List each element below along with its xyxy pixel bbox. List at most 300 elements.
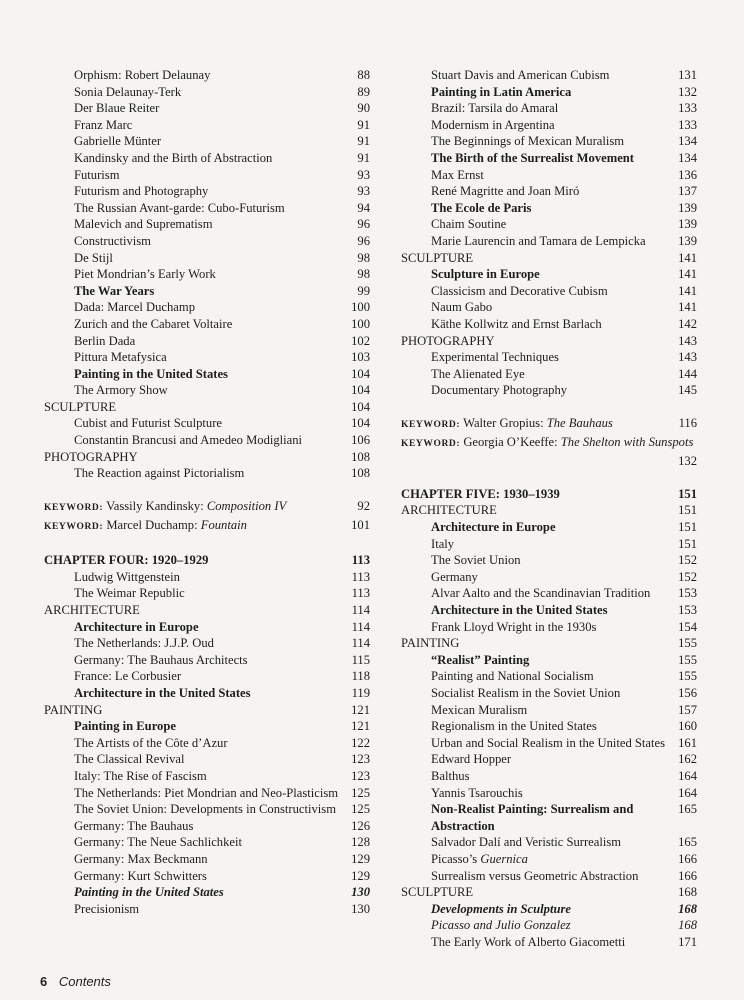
- entry-title: [401, 486, 670, 503]
- entry-page: 125: [351, 785, 370, 800]
- entry-title-text: Sculpture in Europe: [431, 267, 540, 282]
- entry-title-text: CHAPTER FIVE: 1930–1939: [401, 486, 560, 501]
- entry-title: [401, 266, 670, 283]
- entry-page: 139: [678, 217, 697, 232]
- toc-entry: [44, 432, 370, 449]
- toc-entry: [44, 652, 370, 669]
- entry-title: [401, 884, 670, 901]
- entry-title: [401, 785, 670, 802]
- entry-title-text: The War Years: [74, 283, 155, 298]
- entry-page: 157: [678, 702, 697, 717]
- entry-page: 104: [351, 399, 370, 414]
- toc-entry: [44, 283, 370, 300]
- entry-title: [44, 619, 344, 636]
- entry-title: [44, 415, 343, 432]
- entry-title: [401, 801, 670, 834]
- entry-page: 115: [351, 652, 370, 667]
- entry-page: 98: [357, 267, 370, 282]
- entry-title: [44, 382, 343, 399]
- entry-page: 165: [678, 802, 697, 817]
- entry-page: 166: [678, 851, 697, 866]
- toc-entry: [401, 901, 697, 918]
- entry-title: [44, 84, 349, 101]
- entry-title-text: The Russian Avant-garde: Cubo-Futurism: [74, 200, 285, 215]
- entry-page: 141: [678, 250, 697, 265]
- entry-title-text: Kandinsky and the Birth of Abstraction: [74, 150, 273, 165]
- entry-page: 151: [678, 503, 697, 518]
- entry-title: [401, 668, 670, 685]
- entry-title: [44, 702, 343, 719]
- entry-title: [44, 333, 343, 350]
- entry-page: 131: [678, 68, 697, 82]
- entry-page: 130: [351, 885, 370, 900]
- entry-page: 103: [351, 350, 370, 365]
- chapter-heading: [401, 486, 697, 503]
- entry-title: [44, 785, 343, 802]
- keyword-work: The Bauhaus: [546, 416, 613, 431]
- entry-title-text: The Artists of the Côte d’Azur: [74, 735, 228, 750]
- entry-title: [401, 552, 670, 569]
- entry-title: [401, 366, 670, 383]
- toc-entry: [401, 299, 697, 316]
- entry-page: 153: [678, 603, 697, 617]
- entry-title-text: The Netherlands: Piet Mondrian and Neo-Plasticism: [74, 785, 339, 800]
- entry-page: 94: [357, 200, 370, 215]
- entry-title-text: CHAPTER FOUR: 1920–1929: [44, 553, 209, 568]
- entry-page: 139: [678, 200, 697, 215]
- toc-entry: [401, 150, 697, 167]
- entry-page: 122: [351, 735, 370, 750]
- keyword-label: KEYWORD:: [401, 439, 461, 450]
- entry-page: 152: [678, 569, 697, 584]
- toc-entry: [44, 183, 370, 200]
- keyword-label: KEYWORD:: [44, 503, 104, 514]
- toc-entry: [401, 702, 697, 719]
- entry-title: [44, 735, 343, 752]
- entry-title: [44, 465, 343, 482]
- entry-page: 144: [678, 366, 697, 381]
- entry-title-text: Picasso and Julio Gonzalez: [431, 918, 571, 933]
- toc-entry: [44, 100, 370, 117]
- entry-title: [44, 366, 343, 383]
- entry-title: [44, 233, 349, 250]
- keyword-work: Composition IV: [206, 499, 287, 514]
- toc-entry: [401, 536, 697, 553]
- entry-page: 133: [678, 117, 697, 132]
- spacer: [401, 399, 697, 416]
- entry-title: [401, 133, 670, 150]
- entry-title-text: PHOTOGRAPHY: [401, 333, 495, 348]
- entry-title-text: Germany: [431, 569, 478, 584]
- entry-title: [401, 250, 670, 267]
- keyword-title: [44, 498, 286, 517]
- entry-title: [401, 233, 670, 250]
- entry-title-text: The Classical Revival: [74, 752, 185, 767]
- entry-title: [44, 266, 349, 283]
- toc-entry: [44, 668, 370, 685]
- entry-title: [401, 349, 670, 366]
- entry-page: 88: [357, 68, 370, 82]
- entry-title: [44, 834, 343, 851]
- entry-title: [44, 67, 349, 84]
- toc-entry: [44, 735, 370, 752]
- entry-title-text: Balthus: [431, 768, 470, 783]
- entry-title-text: Italy: [431, 536, 455, 551]
- entry-title: [44, 100, 349, 117]
- entry-title: [44, 552, 344, 569]
- entry-title: [44, 569, 344, 586]
- entry-title: [401, 299, 670, 316]
- entry-title-text: Architecture in the United States: [431, 603, 608, 617]
- entry-title-text: Germany: The Bauhaus: [74, 818, 194, 833]
- toc-entry: [401, 167, 697, 184]
- entry-page: 93: [357, 184, 370, 199]
- entry-title-text: Dada: Marcel Duchamp: [74, 300, 195, 315]
- entry-page: 154: [678, 619, 697, 634]
- section-heading: [401, 250, 697, 267]
- entry-title-text: Futurism and Photography: [74, 184, 209, 199]
- entry-page: 93: [357, 167, 370, 182]
- entry-page: 156: [678, 685, 697, 700]
- toc-entry: [44, 569, 370, 586]
- toc-entry: [401, 602, 697, 619]
- entry-title: [44, 652, 344, 669]
- entry-title: [401, 333, 670, 350]
- toc-entry: [401, 834, 697, 851]
- page-footer: [40, 974, 111, 989]
- entry-title: [44, 299, 343, 316]
- entry-title: [401, 702, 670, 719]
- entry-title: [44, 316, 343, 333]
- entry-title: [401, 934, 670, 951]
- entry-title-text: The Birth of the Surrealist Movement: [431, 150, 634, 165]
- entry-title: [44, 901, 343, 918]
- entry-title-text: Urban and Social Realism in the United States: [431, 735, 665, 750]
- entry-title-text: SCULPTURE: [401, 885, 474, 900]
- keyword-work: The Shelton with Sunspots: [560, 435, 694, 450]
- entry-title: [401, 502, 670, 519]
- entry-title: [44, 133, 349, 150]
- section-heading: [44, 702, 370, 719]
- entry-title: [401, 167, 670, 184]
- entry-page: 96: [357, 217, 370, 232]
- entry-title: [44, 399, 343, 416]
- toc-entry: [401, 552, 697, 569]
- entry-title: [44, 851, 343, 868]
- toc-entry: [401, 801, 697, 834]
- entry-title: [44, 602, 344, 619]
- toc-entry: [44, 266, 370, 283]
- entry-title-text: Orphism: Robert Delaunay: [74, 68, 211, 82]
- entry-page: 123: [351, 752, 370, 767]
- toc-entry: [401, 67, 697, 84]
- entry-title-text: Architecture in Europe: [431, 520, 556, 535]
- entry-title-text: Alvar Aalto and the Scandinavian Tradition: [431, 586, 651, 601]
- entry-title-text: Sonia Delaunay-Terk: [74, 84, 182, 99]
- entry-title-text: Edward Hopper: [431, 752, 512, 767]
- entry-page: 171: [678, 934, 697, 949]
- entry-title-text: Architecture in Europe: [74, 619, 199, 634]
- toc-entry: [44, 316, 370, 333]
- entry-title: [44, 167, 349, 184]
- toc-entry: [44, 465, 370, 482]
- keyword-text: Georgia O’Keeffe:: [463, 435, 561, 450]
- entry-page: 155: [678, 669, 697, 684]
- entry-title: [44, 200, 349, 217]
- entry-title-text: The Soviet Union: Developments in Constructivism: [74, 802, 336, 817]
- entry-title: [401, 851, 670, 868]
- toc-entry: [401, 133, 697, 150]
- toc-entry: [44, 250, 370, 267]
- toc-entry: [401, 668, 697, 685]
- entry-title: [401, 84, 670, 101]
- keyword-page: 92: [357, 499, 370, 514]
- entry-title: [44, 668, 344, 685]
- toc-entry: [401, 934, 697, 951]
- toc-entry: [44, 619, 370, 636]
- entry-title-text: Malevich and Suprematism: [74, 217, 213, 232]
- entry-page: 114: [351, 636, 370, 651]
- entry-page: 168: [678, 885, 697, 900]
- entry-title-text: The Weimar Republic: [74, 586, 185, 601]
- entry-page: 89: [357, 84, 370, 99]
- entry-page: 145: [678, 383, 697, 398]
- toc-entry: [44, 768, 370, 785]
- entry-page: 139: [678, 233, 697, 248]
- entry-page: 99: [357, 283, 370, 298]
- chapter-heading: [44, 552, 370, 569]
- entry-page: 119: [351, 685, 370, 700]
- entry-title-text: The Alienated Eye: [431, 366, 525, 381]
- entry-title: [44, 801, 343, 818]
- entry-title-text: Painting in the United States: [74, 885, 224, 900]
- toc-entry: [401, 183, 697, 200]
- entry-page: 113: [351, 553, 370, 568]
- entry-page: 114: [351, 603, 370, 617]
- keyword-text: Walter Gropius:: [463, 416, 547, 431]
- keyword-entry: [44, 498, 370, 517]
- entry-title: [401, 200, 670, 217]
- entry-title-text: Frank Lloyd Wright in the 1930s: [431, 619, 597, 634]
- entry-title: [44, 718, 343, 735]
- entry-page: 132: [678, 84, 697, 99]
- entry-title-text: France: Le Corbusier: [74, 669, 182, 684]
- entry-title: [44, 685, 344, 702]
- entry-title: [44, 250, 349, 267]
- entry-title: [401, 100, 670, 117]
- entry-title-text: Max Ernst: [431, 167, 484, 182]
- entry-title-text: The Netherlands: J.J.P. Oud: [74, 636, 214, 651]
- toc-entry: [44, 299, 370, 316]
- toc-entry: [401, 718, 697, 735]
- entry-title-text: Futurism: [74, 167, 120, 182]
- toc-entry: [401, 366, 697, 383]
- toc-entry: [44, 349, 370, 366]
- entry-page: 160: [678, 719, 697, 734]
- entry-title-text: Käthe Kollwitz and Ernst Barlach: [431, 316, 602, 331]
- entry-title: [401, 117, 670, 134]
- entry-title-text: Socialist Realism in the Soviet Union: [431, 685, 621, 700]
- toc-entry: [401, 519, 697, 536]
- entry-page: 100: [351, 300, 370, 315]
- entry-page: 162: [678, 752, 697, 767]
- toc-entry: [401, 569, 697, 586]
- toc-entry: [44, 382, 370, 399]
- entry-title-text: ARCHITECTURE: [44, 603, 140, 617]
- entry-title-text: Cubist and Futurist Sculpture: [74, 416, 222, 431]
- entry-page: 90: [357, 101, 370, 116]
- entry-title: [44, 216, 349, 233]
- entry-title-text: Regionalism in the United States: [431, 719, 597, 734]
- toc-entry: [44, 751, 370, 768]
- entry-page: 134: [678, 150, 697, 165]
- section-heading: [401, 502, 697, 519]
- entry-title: [44, 585, 344, 602]
- entry-title-text: Documentary Photography: [431, 383, 568, 398]
- keyword-entry: [44, 517, 370, 536]
- entry-title-text: Mexican Muralism: [431, 702, 528, 717]
- entry-title-text: Painting in the United States: [74, 366, 228, 381]
- keyword-title: [401, 435, 693, 449]
- toc-entry: [44, 117, 370, 134]
- spacer: [401, 469, 697, 486]
- entry-title: [401, 751, 670, 768]
- entry-page: 143: [678, 350, 697, 365]
- entry-page: 114: [351, 619, 370, 634]
- entry-title-text: Architecture in the United States: [74, 685, 251, 700]
- toc-entry: [44, 901, 370, 918]
- keyword-text: Vassily Kandinsky:: [106, 499, 207, 514]
- entry-title: [401, 602, 670, 619]
- entry-title-text: Italy: The Rise of Fascism: [74, 768, 207, 783]
- entry-page: 168: [678, 918, 697, 933]
- entry-page: 129: [351, 868, 370, 883]
- toc-entry: [401, 768, 697, 785]
- entry-page: 123: [351, 768, 370, 783]
- entry-title: [44, 884, 343, 901]
- toc-entry: [44, 851, 370, 868]
- toc-entry: [401, 100, 697, 117]
- toc-entry: [44, 233, 370, 250]
- entry-title: [401, 619, 670, 636]
- toc-entry: [401, 585, 697, 602]
- toc-entry: [401, 316, 697, 333]
- entry-page: 98: [357, 250, 370, 265]
- entry-page: 121: [351, 702, 370, 717]
- toc-entry: [44, 718, 370, 735]
- keyword-label: KEYWORD:: [401, 420, 461, 431]
- entry-page: 142: [678, 316, 697, 331]
- toc-entry: [44, 818, 370, 835]
- entry-title: [44, 768, 343, 785]
- toc-entry: [401, 685, 697, 702]
- section-heading: [44, 399, 370, 416]
- toc-entry: [44, 868, 370, 885]
- entry-title-text: Painting in Europe: [74, 719, 176, 734]
- entry-title-text: René Magritte and Joan Miró: [431, 184, 580, 199]
- entry-page: 155: [678, 636, 697, 651]
- entry-title: [401, 917, 670, 934]
- entry-page: 151: [678, 520, 697, 535]
- toc-entry: [44, 167, 370, 184]
- entry-title-text: Brazil: Tarsila do Amaral: [431, 101, 559, 116]
- entry-title-text: Painting and National Socialism: [431, 669, 594, 684]
- entry-title-italic: Guernica: [480, 851, 528, 866]
- entry-title: [401, 585, 670, 602]
- keyword-entry: [401, 415, 697, 434]
- entry-title: [401, 569, 670, 586]
- entry-title-text: ARCHITECTURE: [401, 503, 497, 518]
- entry-title-text: Experimental Techniques: [431, 350, 559, 365]
- toc-entry: [44, 200, 370, 217]
- keyword-work: Fountain: [200, 518, 247, 533]
- entry-page: 164: [678, 785, 697, 800]
- section-heading: [44, 449, 370, 466]
- entry-page: 168: [678, 901, 697, 916]
- entry-title: [401, 519, 670, 536]
- toc-entry: [401, 200, 697, 217]
- toc-entry: [401, 785, 697, 802]
- entry-title: [44, 183, 349, 200]
- toc-entry: [401, 735, 697, 752]
- footer-label: Contents: [58, 974, 111, 989]
- entry-page: 151: [678, 536, 697, 551]
- section-heading: [401, 333, 697, 350]
- entry-page: 130: [351, 901, 370, 916]
- toc-entry: [44, 785, 370, 802]
- entry-page: 153: [678, 586, 697, 601]
- keyword-title: [44, 517, 247, 536]
- entry-title-text: The Beginnings of Mexican Muralism: [431, 134, 625, 149]
- keyword-page: 116: [678, 416, 697, 431]
- keyword-page-line: [401, 453, 697, 470]
- entry-title-text: Marie Laurencin and Tamara de Lempicka: [431, 233, 646, 248]
- entry-title-text: The Armory Show: [74, 383, 168, 398]
- toc-entry: [401, 233, 697, 250]
- entry-title-text: The Reaction against Pictorialism: [74, 466, 245, 481]
- toc-entry: [401, 619, 697, 636]
- entry-page: 91: [357, 150, 370, 165]
- entry-title: [44, 432, 343, 449]
- entry-page: 104: [351, 416, 370, 431]
- entry-page: 96: [357, 233, 370, 248]
- toc-entry: [44, 67, 370, 84]
- entry-title-text: Constructivism: [74, 233, 151, 248]
- entry-title: [401, 685, 670, 702]
- entry-title: [401, 768, 670, 785]
- toc-entry: [401, 117, 697, 134]
- entry-title-text: SCULPTURE: [401, 250, 474, 265]
- entry-title-text: PAINTING: [44, 702, 103, 717]
- entry-page: 134: [678, 134, 697, 149]
- entry-title: [401, 635, 670, 652]
- entry-page: 133: [678, 101, 697, 116]
- entry-title: [401, 67, 670, 84]
- entry-title: [44, 349, 343, 366]
- entry-page: 129: [351, 851, 370, 866]
- entry-title: [401, 652, 670, 669]
- entry-title-text: PAINTING: [401, 636, 460, 651]
- entry-title-text: Der Blaue Reiter: [74, 101, 160, 116]
- entry-title-text: The Soviet Union: [431, 553, 521, 568]
- spacer: [44, 536, 370, 553]
- entry-title-text: Berlin Dada: [74, 333, 136, 348]
- entry-page: 106: [351, 433, 370, 448]
- entry-page: 91: [357, 134, 370, 149]
- entry-title-text: Classicism and Decorative Cubism: [431, 283, 608, 298]
- entry-page: 143: [678, 333, 697, 348]
- entry-page: 104: [351, 366, 370, 381]
